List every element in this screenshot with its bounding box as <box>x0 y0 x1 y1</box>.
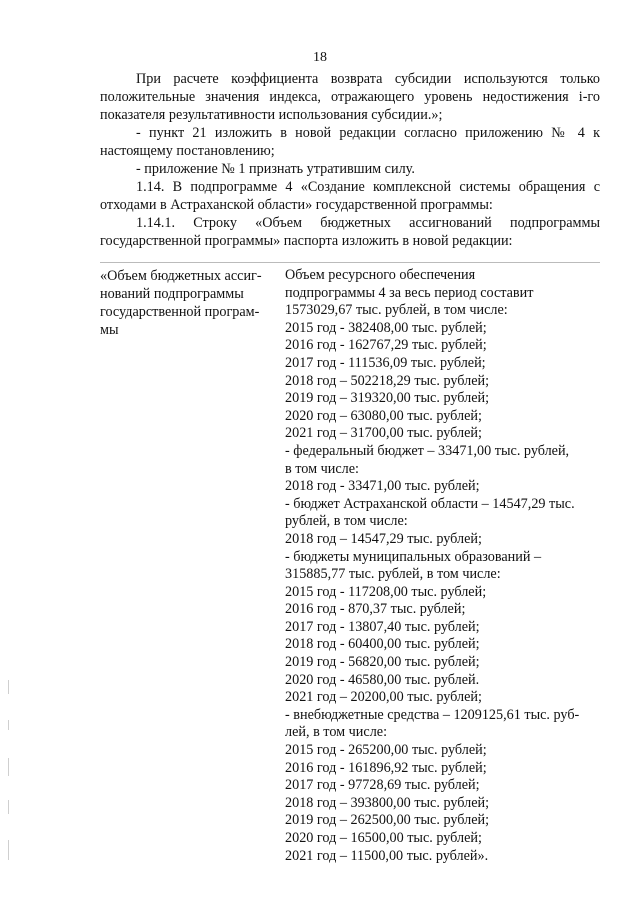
table-right-column <box>285 267 600 865</box>
right-cell-line: - внебюджетные средства – 1209125,61 тыс. руб- <box>285 706 580 723</box>
paragraph-2: - пункт 21 изложить в новой редакции согласно приложению № 4 к настоящему постановлению; <box>100 125 600 159</box>
right-cell-line: 2020 год – 16500,00 тыс. рублей; <box>285 830 482 846</box>
table-left-column <box>100 267 276 339</box>
right-cell-line: 2016 год - 161896,92 тыс. рублей; <box>285 759 487 776</box>
paragraph-1: При расчете коэффициента возврата субсидии используются только положительные значения индекса, отражающего уровень недостижения i-го показателя результативности использования субсидии.»; <box>100 71 600 123</box>
right-cell-line: - бюджет Астраханской области – 14547,29 тыс. <box>285 495 575 512</box>
right-cell-line: 2019 год – 319320,00 тыс. рублей; <box>285 390 490 407</box>
right-cell-line: 2018 год – 14547,29 тыс. рублей; <box>285 530 482 547</box>
scan-margin-marks <box>8 680 10 880</box>
paragraph-5: 1.14.1. Строку «Объем бюджетных ассигнований подпрограммы государственной программы» паспорта изложить в новой редакции: <box>100 215 600 249</box>
right-cell-line: Объем ресурсного обеспечения <box>285 267 476 283</box>
right-cell-line: в том числе: <box>285 460 359 477</box>
right-cell-line: 2018 год – 393800,00 тыс. рублей; <box>285 794 490 811</box>
right-cell-line: 2015 год - 265200,00 тыс. рублей; <box>285 742 487 759</box>
right-cell-line: 2015 год - 382408,00 тыс. рублей; <box>285 319 487 336</box>
right-cell-line: 2020 год – 63080,00 тыс. рублей; <box>285 407 482 424</box>
right-cell-line: 2018 год - 60400,00 тыс. рублей; <box>285 636 480 653</box>
right-cell-line: 2017 год - 97728,69 тыс. рублей; <box>285 777 480 794</box>
left-cell-line: «Объем бюджетных ассиг- <box>100 268 262 284</box>
paragraph-3: - приложение № 1 признать утратившим силу. <box>136 161 415 177</box>
body-text <box>100 70 600 250</box>
right-cell-line: подпрограммы 4 за весь период составит <box>285 284 534 301</box>
left-cell-line: государственной програм- <box>100 304 260 320</box>
right-cell-line: 2016 год - 870,37 тыс. рублей; <box>285 601 466 618</box>
right-cell-line: 2018 год - 33471,00 тыс. рублей; <box>285 478 480 495</box>
right-cell-line: 2017 год - 13807,40 тыс. рублей; <box>285 618 480 635</box>
paragraph-4: 1.14. В подпрограмме 4 «Создание комплексной системы обращения с отходами в Астраханской области» государственной программы: <box>100 179 600 213</box>
right-cell-line: 2021 год – 11500,00 тыс. рублей». <box>285 847 489 864</box>
right-cell-line: 2019 год – 262500,00 тыс. рублей; <box>285 812 490 829</box>
right-cell-line: - федеральный бюджет – 33471,00 тыс. рублей, <box>285 442 570 459</box>
right-cell-line: 2019 год - 56820,00 тыс. рублей; <box>285 654 480 671</box>
right-cell-line: 2018 год – 502218,29 тыс. рублей; <box>285 372 490 389</box>
right-cell-line: лей, в том числе: <box>285 724 388 741</box>
right-cell-line: рублей, в том числе: <box>285 513 408 530</box>
right-cell-line: 1573029,67 тыс. рублей, в том числе: <box>285 302 508 319</box>
right-cell-line: 2017 год - 111536,09 тыс. рублей; <box>285 354 486 371</box>
right-cell-line: 2016 год - 162767,29 тыс. рублей; <box>285 337 487 354</box>
right-cell-line: - бюджеты муниципальных образований – <box>285 548 542 565</box>
left-cell-line: нований подпрограммы <box>100 286 244 302</box>
right-cell-line: 315885,77 тыс. рублей, в том числе: <box>285 566 501 583</box>
passport-table <box>100 262 600 864</box>
right-cell-line: 2021 год – 31700,00 тыс. рублей; <box>285 425 482 442</box>
right-cell-line: 2021 год – 20200,00 тыс. рублей; <box>285 689 482 706</box>
page-number: 18 <box>313 50 327 65</box>
left-cell-line: мы <box>100 322 119 338</box>
right-cell-line: 2015 год - 117208,00 тыс. рублей; <box>285 583 487 600</box>
right-cell-line: 2020 год - 46580,00 тыс. рублей. <box>285 671 480 688</box>
